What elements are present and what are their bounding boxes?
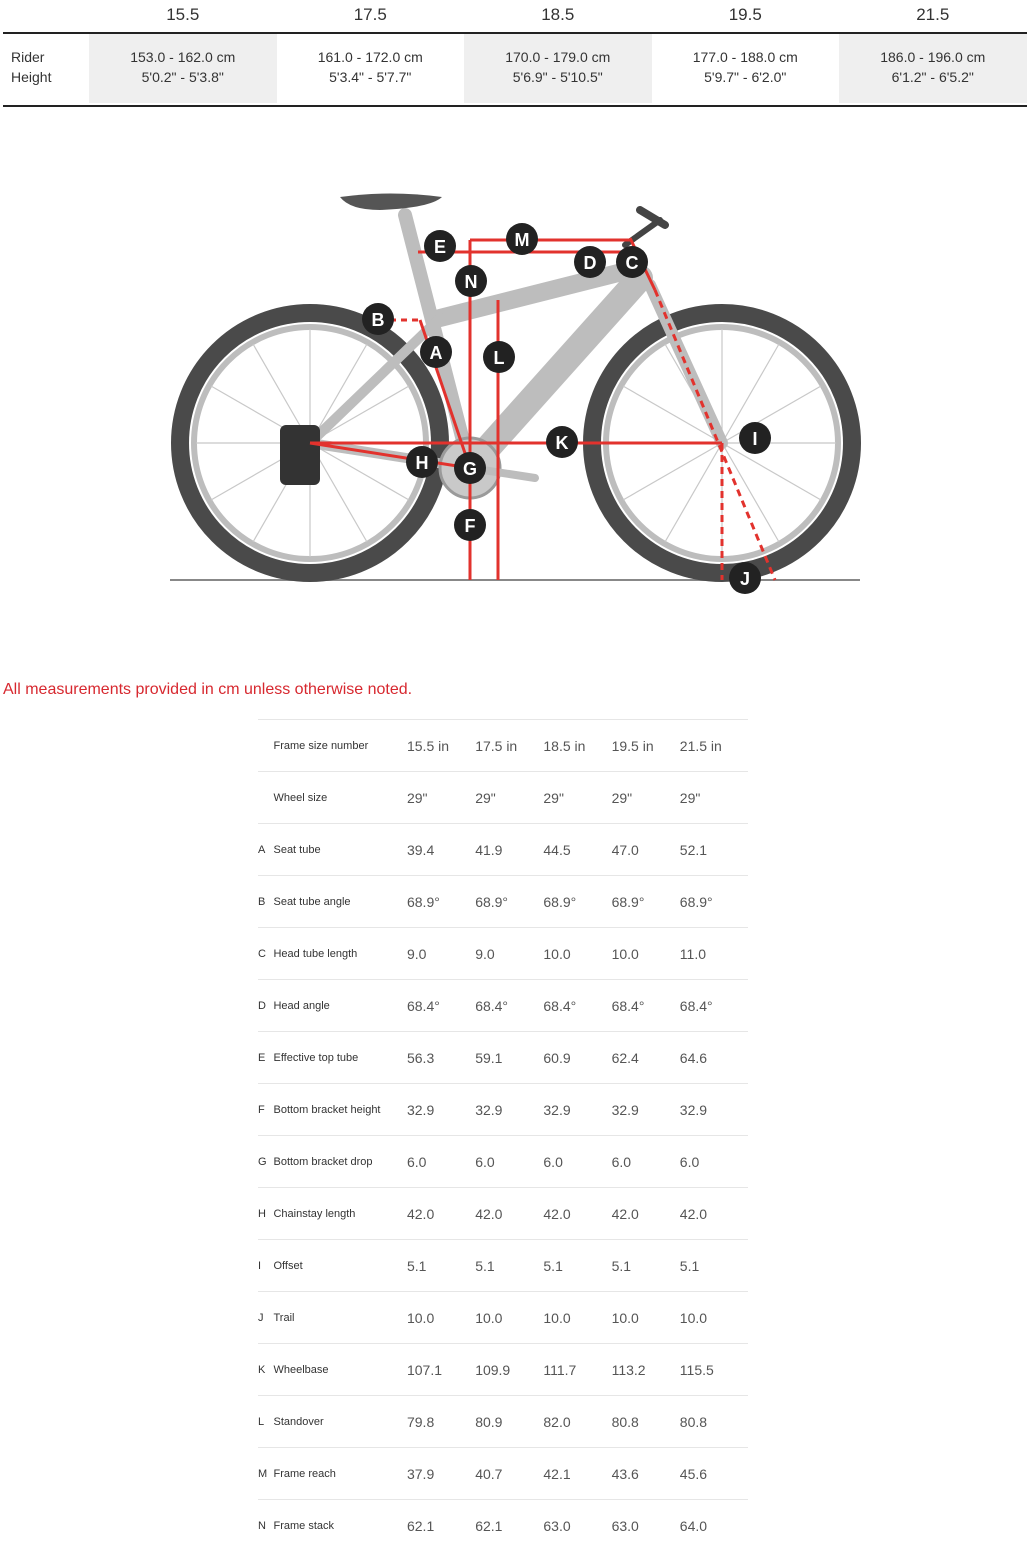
rider-height-cm: 186.0 - 196.0 cm xyxy=(880,49,986,65)
geometry-row xyxy=(258,1395,748,1447)
size-column-header: 17.5 xyxy=(353,5,387,24)
geometry-value: 5.1 xyxy=(679,1257,700,1274)
geometry-value: 32.9 xyxy=(611,1101,639,1118)
geometry-letter: H xyxy=(258,1207,266,1220)
geometry-value: 10.0 xyxy=(543,1309,571,1326)
geometry-letter: K xyxy=(258,1363,266,1376)
geometry-label: Head tube length xyxy=(273,947,358,960)
geometry-value: 68.4° xyxy=(611,997,645,1014)
geometry-value: 5.1 xyxy=(475,1257,495,1274)
geometry-label: Seat tube xyxy=(273,843,321,856)
bike-geometry-diagram xyxy=(0,150,1030,610)
geometry-value: 68.4° xyxy=(406,997,440,1014)
marker-L xyxy=(483,341,515,373)
geometry-label: Frame stack xyxy=(273,1519,334,1532)
geometry-value: 19.5 in xyxy=(611,737,654,754)
geometry-row xyxy=(258,1447,748,1499)
geometry-letter: C xyxy=(258,947,266,960)
geometry-row xyxy=(258,771,748,823)
geometry-value: 5.1 xyxy=(543,1257,563,1274)
geometry-value: 9.0 xyxy=(406,945,427,962)
geometry-value: 40.7 xyxy=(475,1465,503,1482)
rider-height-cm: 161.0 - 172.0 cm xyxy=(317,49,423,65)
geometry-value: 79.8 xyxy=(406,1413,435,1430)
geometry-value: 109.9 xyxy=(475,1361,511,1378)
geometry-value: 59.1 xyxy=(475,1049,503,1066)
rider-height-ft: 5'3.4" - 5'7.7" xyxy=(329,69,412,85)
marker-H xyxy=(406,446,438,478)
geometry-value: 42.0 xyxy=(611,1205,639,1222)
geometry-value: 29" xyxy=(406,789,428,806)
geometry-value: 5.1 xyxy=(611,1257,632,1274)
geometry-label: Bottom bracket height xyxy=(273,1103,381,1116)
geometry-value: 29" xyxy=(543,789,564,806)
geometry-value: 9.0 xyxy=(475,945,495,962)
geometry-value: 47.0 xyxy=(611,841,639,858)
size-column-header: 18.5 xyxy=(541,5,575,24)
geometry-value: 68.9° xyxy=(406,893,440,910)
geometry-value: 42.0 xyxy=(475,1205,503,1222)
geometry-label: Wheelbase xyxy=(273,1363,329,1376)
marker-label: K xyxy=(555,433,569,453)
geometry-value: 63.0 xyxy=(543,1517,571,1534)
geometry-value: 37.9 xyxy=(406,1465,435,1482)
geometry-value: 52.1 xyxy=(679,841,708,858)
geometry-value: 82.0 xyxy=(543,1413,571,1430)
geometry-value: 42.1 xyxy=(543,1465,571,1482)
geometry-value: 68.4° xyxy=(543,997,577,1014)
geometry-value: 43.6 xyxy=(611,1465,639,1482)
marker-label: F xyxy=(464,516,476,536)
marker-K xyxy=(546,426,578,458)
marker-label: B xyxy=(371,310,385,330)
geometry-letter: B xyxy=(258,895,266,908)
rider-height-ft: 5'9.7" - 6'2.0" xyxy=(704,69,787,85)
marker-D xyxy=(574,246,606,278)
geometry-value: 63.0 xyxy=(611,1517,639,1534)
geometry-label: Bottom bracket drop xyxy=(273,1155,373,1168)
marker-label: J xyxy=(739,569,751,589)
geometry-value: 15.5 in xyxy=(406,737,450,754)
geometry-value: 11.0 xyxy=(679,945,707,962)
geometry-row xyxy=(258,979,748,1031)
geometry-value: 10.0 xyxy=(679,1309,708,1326)
geometry-value: 32.9 xyxy=(406,1101,435,1118)
rider-label-line: Height xyxy=(11,69,52,85)
rider-height-cell xyxy=(464,34,652,103)
geometry-value: 6.0 xyxy=(406,1153,427,1170)
geometry-label: Frame reach xyxy=(273,1467,336,1480)
geometry-row xyxy=(258,719,748,771)
geometry-value: 10.0 xyxy=(543,945,571,962)
geometry-label: Head angle xyxy=(273,999,330,1012)
geometry-value: 62.1 xyxy=(406,1517,435,1534)
geometry-letter: N xyxy=(258,1519,266,1532)
geometry-letter: J xyxy=(258,1311,264,1324)
geometry-value: 42.0 xyxy=(543,1205,571,1222)
geometry-label: Standover xyxy=(273,1415,324,1428)
geometry-value: 10.0 xyxy=(611,1309,639,1326)
geometry-row xyxy=(258,875,748,927)
geometry-value: 6.0 xyxy=(679,1153,700,1170)
geometry-value: 68.9° xyxy=(611,893,645,910)
marker-C xyxy=(616,246,648,278)
geometry-letter: E xyxy=(258,1051,266,1064)
marker-N xyxy=(455,265,487,297)
geometry-row xyxy=(258,927,748,979)
marker-G xyxy=(454,452,486,484)
rear-derailleur xyxy=(280,425,320,485)
rider-height-cell xyxy=(89,34,277,103)
marker-label: A xyxy=(429,343,443,363)
geometry-letter: L xyxy=(258,1415,265,1428)
rider-height-ft: 5'0.2" - 5'3.8" xyxy=(141,69,224,85)
geometry-row xyxy=(258,1135,748,1187)
rider-height-label xyxy=(3,34,89,103)
saddle xyxy=(340,194,442,211)
size-column-header: 15.5 xyxy=(166,5,200,24)
geometry-value: 42.0 xyxy=(679,1205,708,1222)
size-column-header: 21.5 xyxy=(916,5,950,24)
measurement-note: All measurements provided in cm unless otherwise noted. xyxy=(3,681,413,698)
rider-height-cm: 177.0 - 188.0 cm xyxy=(692,49,798,65)
rider-height-cell xyxy=(652,34,840,103)
geometry-value: 39.4 xyxy=(406,841,435,858)
geometry-letter: F xyxy=(258,1103,265,1116)
geometry-value: 41.9 xyxy=(475,841,503,858)
rider-height-cm: 170.0 - 179.0 cm xyxy=(505,49,611,65)
marker-F xyxy=(454,509,486,541)
geometry-row xyxy=(258,1187,748,1239)
geometry-label: Trail xyxy=(273,1311,295,1324)
geometry-row xyxy=(258,1083,748,1135)
geometry-value: 10.0 xyxy=(475,1309,503,1326)
geometry-table xyxy=(258,719,748,1543)
geometry-row xyxy=(258,1343,748,1395)
geometry-value: 113.2 xyxy=(611,1361,646,1378)
size-column-header: 19.5 xyxy=(728,5,762,24)
rider-height-cell xyxy=(277,34,465,103)
geometry-value: 10.0 xyxy=(611,945,639,962)
geometry-value: 29" xyxy=(679,789,701,806)
geometry-value: 6.0 xyxy=(611,1153,632,1170)
geometry-value: 32.9 xyxy=(543,1101,571,1118)
rider-label-line: Rider xyxy=(11,49,45,65)
marker-label: E xyxy=(433,237,447,257)
geometry-value: 45.6 xyxy=(679,1465,708,1482)
geometry-label: Seat tube angle xyxy=(273,895,351,908)
marker-label: M xyxy=(514,230,530,250)
geometry-value: 18.5 in xyxy=(543,737,586,754)
geometry-row xyxy=(258,1031,748,1083)
geometry-letter: G xyxy=(258,1155,267,1168)
geometry-label: Offset xyxy=(273,1259,303,1272)
geometry-value: 21.5 in xyxy=(679,737,722,754)
marker-M xyxy=(506,223,538,255)
geometry-label: Chainstay length xyxy=(273,1207,356,1220)
geometry-value: 68.9° xyxy=(475,893,509,910)
geometry-value: 80.9 xyxy=(475,1413,503,1430)
marker-A xyxy=(420,336,452,368)
geometry-value: 68.9° xyxy=(543,893,577,910)
geometry-value: 64.0 xyxy=(679,1517,708,1534)
geometry-value: 62.4 xyxy=(611,1049,639,1066)
marker-E xyxy=(424,230,456,262)
marker-label: H xyxy=(415,453,429,473)
geometry-value: 80.8 xyxy=(679,1413,708,1430)
geometry-value: 64.6 xyxy=(679,1049,708,1066)
geometry-value: 60.9 xyxy=(543,1049,571,1066)
geometry-value: 6.0 xyxy=(543,1153,563,1170)
marker-label: G xyxy=(462,459,478,479)
marker-label: L xyxy=(493,348,505,368)
geometry-letter: D xyxy=(258,999,266,1012)
geometry-value: 32.9 xyxy=(679,1101,708,1118)
rider-height-ft: 5'6.9" - 5'10.5" xyxy=(512,69,603,85)
geometry-value: 29" xyxy=(475,789,496,806)
marker-label: D xyxy=(583,253,597,273)
geometry-label: Wheel size xyxy=(273,791,328,804)
geometry-value: 68.9° xyxy=(679,893,713,910)
rider-height-row xyxy=(3,34,1027,103)
marker-J xyxy=(729,562,761,594)
geometry-row xyxy=(258,1291,748,1343)
size-header xyxy=(3,0,1027,32)
marker-label: I xyxy=(752,429,758,449)
geometry-value: 68.4° xyxy=(679,997,713,1014)
geometry-value: 107.1 xyxy=(406,1361,443,1378)
geometry-value: 10.0 xyxy=(406,1309,435,1326)
marker-I xyxy=(739,422,771,454)
geometry-value: 115.5 xyxy=(679,1361,714,1378)
geometry-value: 68.4° xyxy=(475,997,509,1014)
rider-height-cm: 153.0 - 162.0 cm xyxy=(130,49,236,65)
geometry-value: 29" xyxy=(611,789,633,806)
geometry-value: 17.5 in xyxy=(475,737,518,754)
divider xyxy=(3,105,1027,107)
geometry-value: 5.1 xyxy=(406,1257,427,1274)
geometry-row xyxy=(258,823,748,875)
geometry-value: 56.3 xyxy=(406,1049,435,1066)
geometry-letter: A xyxy=(258,843,266,856)
marker-label: C xyxy=(625,253,639,273)
marker-B xyxy=(362,303,394,335)
rider-height-ft: 6'1.2" - 6'5.2" xyxy=(891,69,974,85)
marker-label: N xyxy=(464,272,478,292)
geometry-value: 44.5 xyxy=(543,841,571,858)
geometry-value: 111.7 xyxy=(543,1361,577,1378)
geometry-value: 62.1 xyxy=(475,1517,503,1534)
geometry-row xyxy=(258,1499,748,1543)
geometry-letter: I xyxy=(258,1259,262,1272)
geometry-value: 42.0 xyxy=(406,1205,435,1222)
rider-height-cell xyxy=(839,34,1027,103)
geometry-value: 32.9 xyxy=(475,1101,503,1118)
geometry-label: Frame size number xyxy=(273,739,369,752)
geometry-label: Effective top tube xyxy=(273,1051,359,1064)
geometry-row xyxy=(258,1239,748,1291)
geometry-value: 6.0 xyxy=(475,1153,495,1170)
geometry-value: 80.8 xyxy=(611,1413,639,1430)
geometry-letter: M xyxy=(258,1467,268,1480)
